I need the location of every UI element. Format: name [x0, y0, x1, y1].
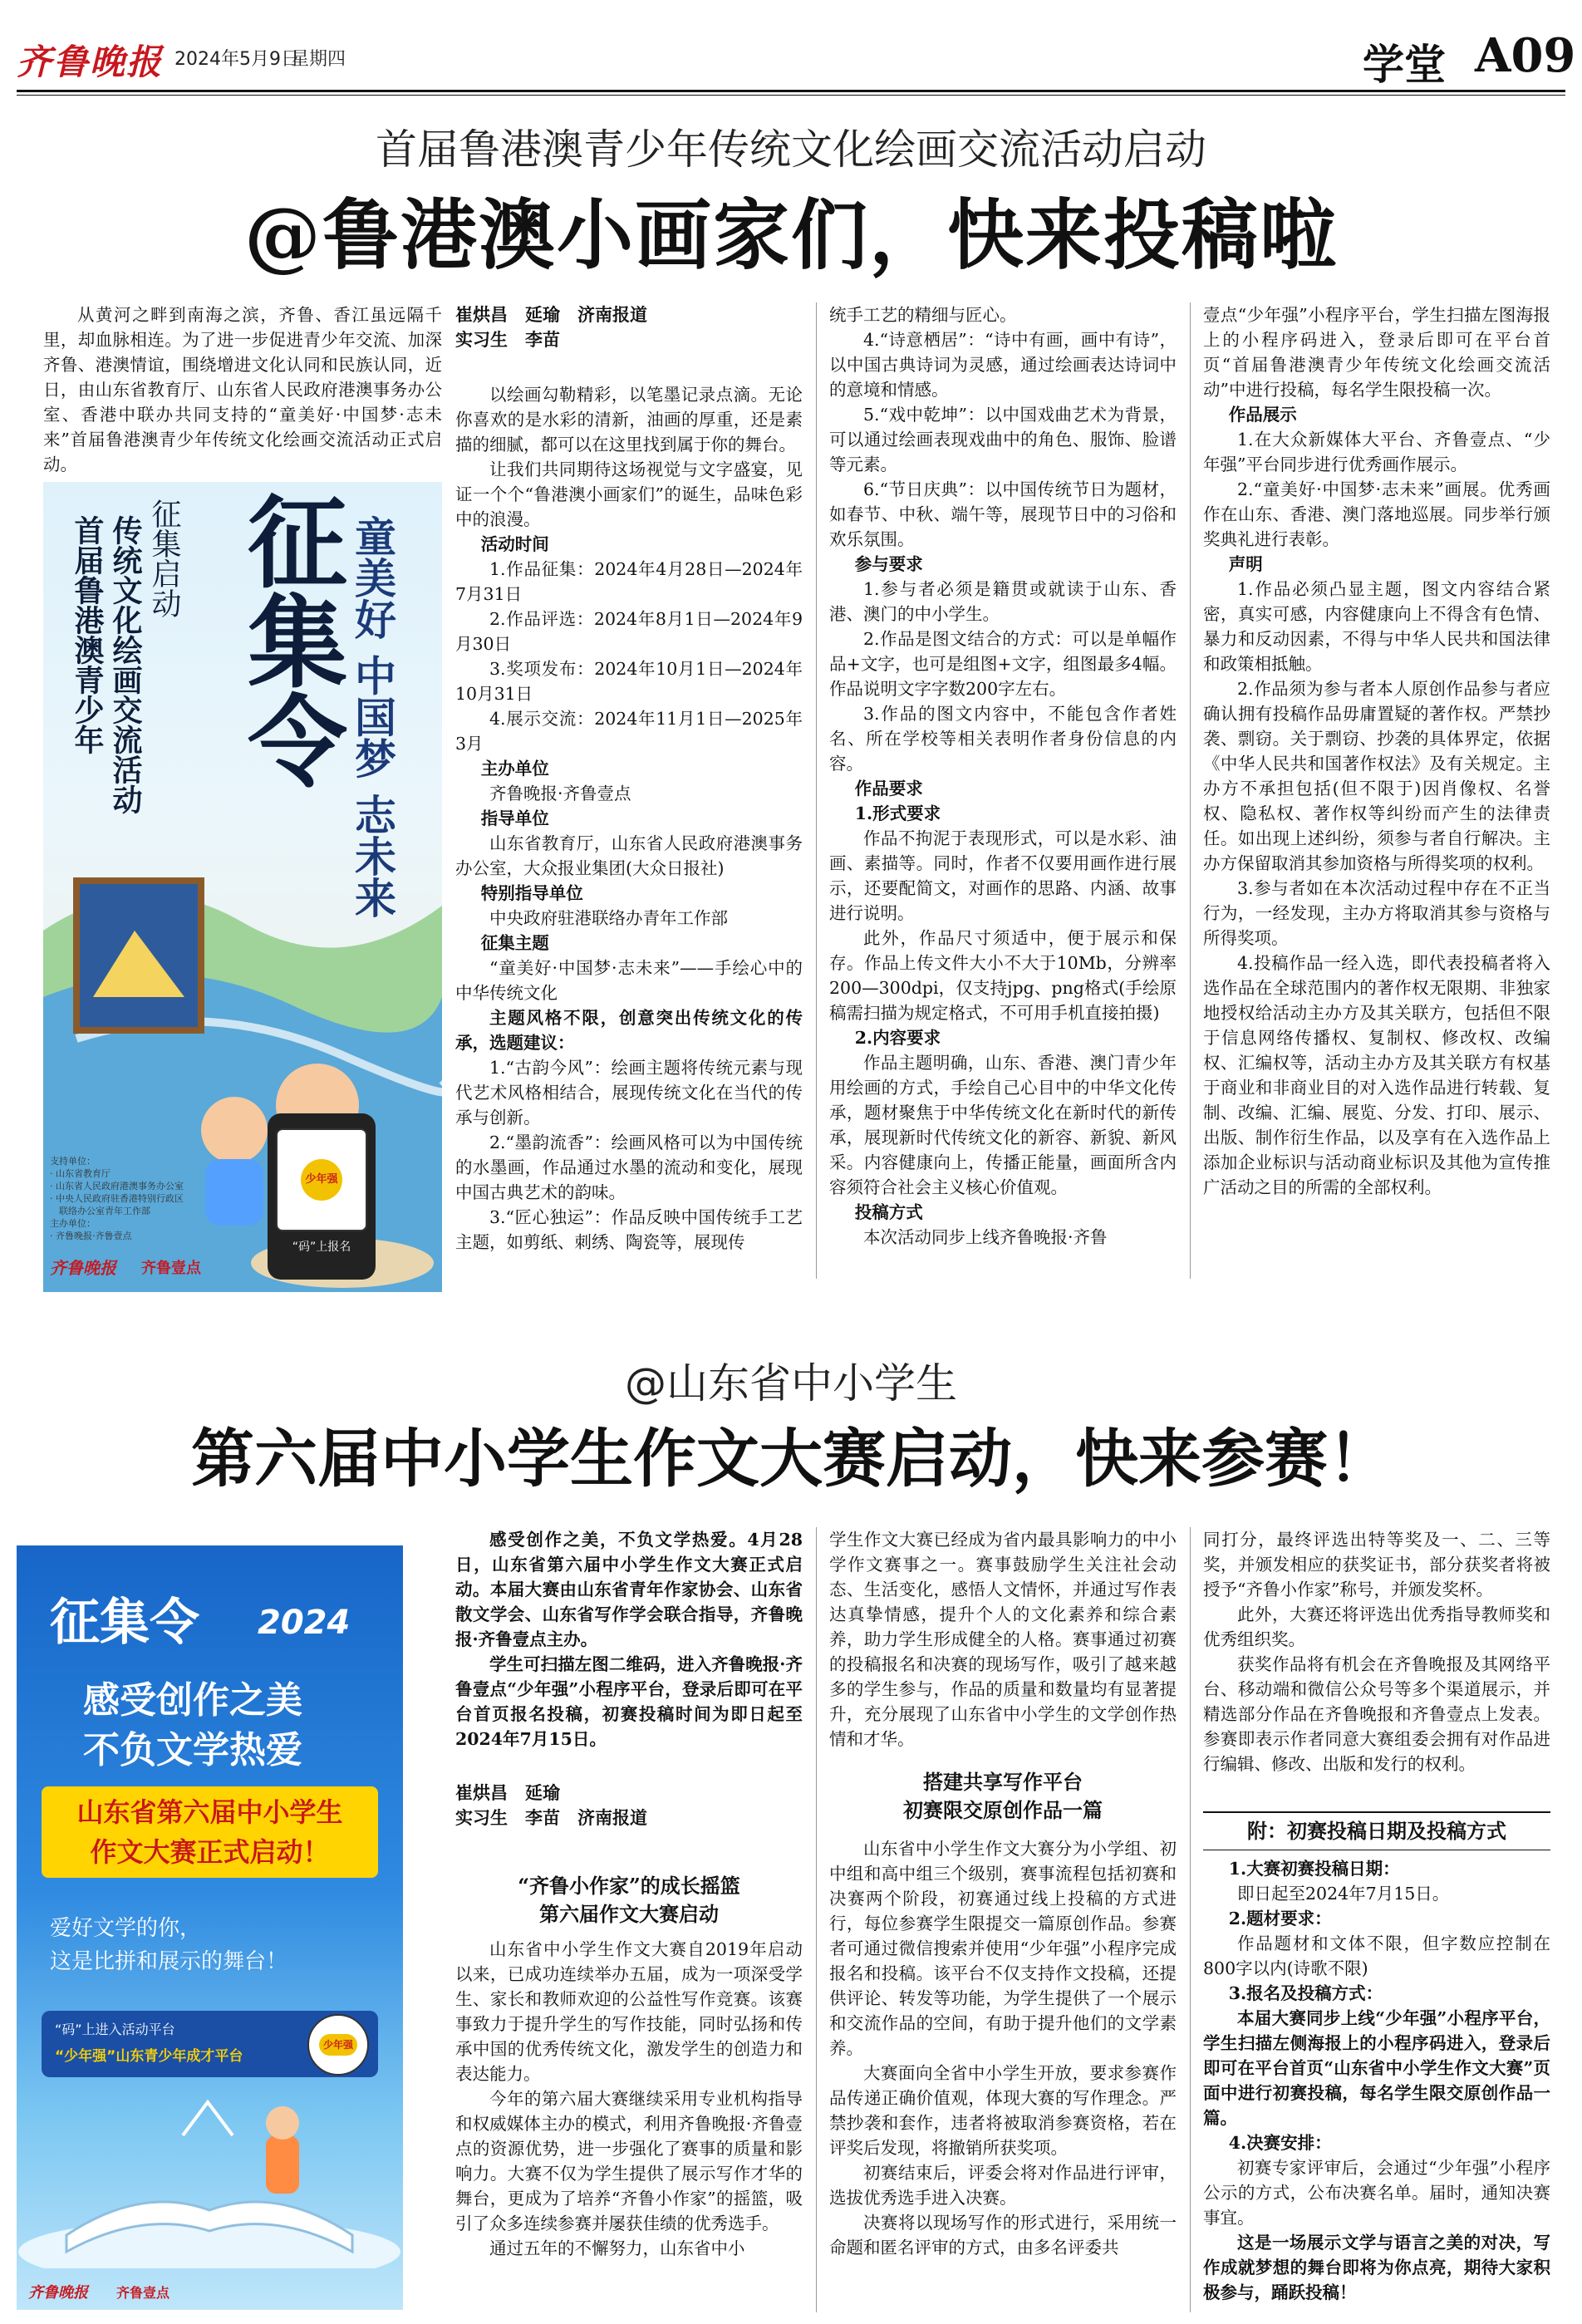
paragraph: 齐鲁晚报·齐鲁壹点	[489, 784, 631, 803]
section-heading: 声明	[1228, 554, 1263, 574]
paragraph: 这是一场展示文学与语言之美的对决，写作成就梦想的舞台即将为你点亮，期待大家积极参与，踊跃投稿！	[1203, 2233, 1550, 2302]
issue-weekday: 星期四	[291, 49, 346, 70]
paragraph: 本次活动同步上线齐鲁晚报·齐鲁	[863, 1227, 1108, 1247]
section-name: 学堂	[1363, 40, 1446, 89]
poster2-line-2: 不负文学热爱	[83, 1729, 302, 1771]
story1-column-4	[1203, 302, 1550, 1200]
story1-lead	[43, 302, 442, 477]
paragraph: 3.参与者如在本次活动过程中存在不正当行为，一经发现，主办方将取消其参与资格与所得奖项。	[1203, 878, 1550, 948]
sponsor-line: · 山东省教育厅	[50, 1168, 111, 1179]
poster2-logo-qilu-yidian: 齐鲁壹点	[116, 2285, 170, 2301]
miniprogram-qr-code[interactable]	[276, 1128, 367, 1231]
paragraph: 决赛将以现场写作的形式进行，采用统一命题和匿名评审的方式，由多名评委共	[829, 2213, 1177, 2258]
byline-line: 实习生 李苗	[455, 330, 560, 350]
story2-byline	[455, 1781, 803, 1830]
sponsor-line: 支持单位：	[50, 1156, 96, 1167]
section-heading: 3.报名及投稿方式：	[1228, 1983, 1383, 2003]
column-divider	[1190, 302, 1191, 1279]
sponsor-line: 主办单位：	[50, 1218, 96, 1229]
masthead-rule	[17, 90, 1565, 92]
section-heading: 初赛限交原创作品一篇	[903, 1798, 1103, 1822]
section-heading: 投稿方式	[854, 1202, 923, 1222]
poster1-sponsors	[50, 1155, 241, 1242]
masthead-rule-thin	[17, 95, 1565, 96]
section-heading: 1.大赛初赛投稿日期：	[1228, 1859, 1400, 1879]
paragraph: 1.作品必须凸显主题，图文内容结合紧密，真实可感，内容健康向上不得含有色情、暴力和反动因素，不得与中华人民共和国法律和政策相抵触。	[1203, 579, 1550, 674]
paragraph: 作品题材和文体不限，但字数应控制在800字以内(诗歌不限)	[1203, 1933, 1550, 1978]
paragraph: 1.作品征集：2024年4月28日—2024年7月31日	[455, 559, 803, 604]
paragraph: 4.投稿作品一经入选，即代表投稿者将入选作品在全球范围内的著作权无限期、非独家地授权给活动主办方及其关联方，包括但不限于信息网络传播权、复制权、修改权、改编权、汇编权等，活动主办方及其关联方有权基于商业和非商业目的对入选作品进行转载、复制、改编、汇编、展览、分发、打印、展示、出版、制作衍生作品，以及享有在入选作品上添加企业标识与活动商业标识及其他为宣传推广活动之目的所需的全部权利。	[1203, 953, 1550, 1197]
poster1-logo-qilu-yidian: 齐鲁壹点	[141, 1260, 201, 1277]
story2-subhead: @山东省中小学生	[625, 1359, 957, 1408]
paragraph: 主题风格不限，创意突出传统文化的传承，选题建议：	[455, 1008, 803, 1053]
section-heading: 作品展示	[1228, 405, 1297, 425]
section-heading: 2.内容要求	[854, 1028, 941, 1048]
poster2-invite-1: 爱好文学的你，	[50, 1916, 202, 1941]
paragraph: 2.“童美好·中国梦·志未来”画展。优秀画作在山东、香港、澳门落地巡展。同步举行颁奖典礼进行表彰。	[1203, 479, 1550, 549]
paragraph: 5.“戏中乾坤”：以中国戏曲艺术为背景，可以通过绘画表现戏曲中的角色、服饰、脸谱等元素。	[829, 405, 1177, 474]
byline-line: 实习生 李苗 济南报道	[455, 1808, 647, 1828]
poster2-banner	[42, 1786, 378, 1878]
story1-byline	[455, 302, 804, 352]
paragraph: “童美好·中国梦·志未来”——手绘心中的中华传统文化	[455, 958, 803, 1003]
sponsor-line: 联络办公室青年工作部	[50, 1206, 150, 1216]
story2-lead-text-2: 学生可扫描左图二维码，进入齐鲁晚报·齐鲁壹点“少年强”小程序平台，登录后即可在平台首页报名投稿，初赛投稿时间为即日起至2024年7月15日。	[455, 1654, 803, 1749]
paragraph: 1.在大众新媒体大平台、齐鲁壹点、“少年强”平台同步进行优秀画作展示。	[1203, 430, 1550, 474]
paragraph: 山东省教育厅，山东省人民政府港澳事务办公室，大众报业集团(大众日报社)	[455, 833, 803, 878]
appendix-rule	[1203, 1811, 1550, 1813]
story2-section-1	[455, 1872, 803, 2261]
section-heading: 搭建共享写作平台	[923, 1770, 1083, 1794]
paragraph: 本届大赛同步上线“少年强”小程序平台，学生扫描左侧海报上的小程序码进入，登录后即可在平台首页“山东省中小学生作文大赛”页面中进行初赛投稿，每名学生限交原创作品一篇。	[1203, 2008, 1550, 2128]
paragraph: 初赛专家评审后，会通过“少年强”小程序公示的方式，公布决赛名单。届时，通知决赛事宜。	[1203, 2158, 1550, 2228]
column-divider	[816, 302, 817, 1279]
poster2-line-1: 感受创作之美	[83, 1679, 302, 1722]
sponsor-line: · 齐鲁晚报·齐鲁壹点	[50, 1231, 132, 1241]
paragraph: 山东省中小学生作文大赛分为小学组、初中组和高中组三个级别，赛事流程包括初赛和决赛两个阶段，初赛通过线上投稿的方式进行，每位参赛学生限提交一篇原创作品。参赛者可通过微信搜索并使用“少年强”小程序完成报名和投稿。该平台不仅支持作文投稿，还提供评论、转发等功能，为学生提供了一个展示和交流作品的空间，有助于提升他们的文学素养。	[829, 1839, 1177, 2058]
story1-column-2	[455, 382, 803, 1255]
paragraph: 3.作品的图文内容中，不能包含作者姓名、所在学校等相关表明作者身份信息的内容。	[829, 704, 1177, 774]
qr-brand-badge: 少年强	[301, 1159, 342, 1201]
story1-lead-text: 从黄河之畔到南海之滨，齐鲁、香江虽远隔千里，却血脉相连。为了进一步促进青少年交流、加深齐鲁、港澳情谊，围绕增进文化认同和民族认同，近日，由山东省教育厅、山东省人民政府港澳事务办公室、香港中联办共同支持的“童美好·中国梦·志未来”首届鲁港澳青少年传统文化绘画交流活动正式启动。	[43, 305, 442, 474]
story1-headline: @鲁港澳小画家们，快来投稿啦	[243, 190, 1338, 280]
issue-date: 2024年5月9日	[174, 49, 299, 70]
sponsor-line: · 山东省人民政府港澳事务办公室	[50, 1181, 184, 1191]
poster1-line-2: 传统文化绘画交流活动	[108, 515, 143, 814]
section-heading: 4.决赛安排：	[1228, 2133, 1332, 2153]
appendix-title: 附：初赛投稿日期及投稿方式	[1247, 1820, 1506, 1843]
paragraph: 即日起至2024年7月15日。	[1237, 1884, 1450, 1904]
paragraph: 作品主题明确，山东、香港、澳门青少年用绘画的方式，手绘自己心目中的中华文化传承，题材聚焦于中华传统文化在新时代的新传承，展现新时代传统文化的新容、新貌、新风采。内容健康向上，传播正能量，画面所含内容须符合社会主义核心价值观。	[829, 1053, 1177, 1197]
poster1-line-1: 首届鲁港澳青少年	[70, 515, 105, 754]
paragraph: 2.作品是图文结合的方式：可以是单幅作品+文字，也可是组图+文字，组图最多4幅。作品说明文字字数200字左右。	[829, 629, 1177, 699]
appendix-body	[1203, 1856, 1550, 2305]
story2-headline: 第六届中小学生作文大赛启动，快来参赛！	[191, 1422, 1391, 1496]
paragraph: 此外，大赛还将评选出优秀指导教师奖和优秀组织奖。	[1203, 1604, 1550, 1649]
qr-caption: “码”上报名	[292, 1241, 351, 1254]
story2-column-4	[1203, 1527, 1550, 1776]
poster1-slogan: 童美好 中国梦 志未来	[348, 515, 397, 918]
paragraph: 中央政府驻港联络办青年工作部	[489, 908, 728, 928]
byline-line: 崔烘昌 延瑜	[455, 1783, 560, 1803]
story2-column-3	[829, 1527, 1177, 2260]
paragraph: 4.展示交流：2024年11月1日—2025年3月	[455, 709, 803, 754]
poster1-logo-qilu-evening: 齐鲁晚报	[50, 1258, 116, 1278]
column-divider	[816, 1527, 817, 2312]
poster-writing-contest	[17, 1545, 403, 2310]
section-heading: 征集主题	[480, 933, 549, 953]
section-heading: 2.题材要求：	[1228, 1909, 1332, 1928]
paragraph: 此外，作品尺寸须适中，便于展示和保存。作品上传文件大小不大于10Mb，分辨率200—300dpi，仅支持jpg、png格式(手绘原稿需扫描为规定格式，不可用手机直接拍摄)	[829, 928, 1177, 1023]
miniprogram-qr-code[interactable]	[307, 2014, 369, 2076]
paragraph: 初赛结束后，评委会将对作品进行评审，选拔优秀选手进入决赛。	[829, 2163, 1177, 2208]
paragraph: 3.“匠心独运”：作品反映中国传统手工艺主题，如剪纸、刺绣、陶瓷等，展现传	[455, 1207, 803, 1252]
section-heading: 第六届作文大赛启动	[539, 1902, 719, 1926]
section-heading: 特别指导单位	[480, 883, 583, 903]
poster2-year: 2024	[258, 1604, 351, 1642]
section-heading: 1.形式要求	[854, 803, 941, 823]
poster2-platform-1: “码”上进入活动平台	[55, 2022, 175, 2037]
paragraph: 学生作文大赛已经成为省内最具影响力的中小学作文赛事之一。赛事鼓励学生关注社会动态、生活变化，感悟人文情怀，并通过写作表达真挚情感，提升个人的文化素养和综合素养，助力学生形成健全的人格。赛事通过初赛的投稿报名和决赛的现场写作，吸引了越来越多的学生参与，作品的质量和数量均有显著提升，充分展现了山东省中小学生的文学创作热情和才华。	[829, 1530, 1177, 1749]
story2-lead	[455, 1527, 803, 1752]
paragraph: 2.“墨韵流香”：绘画风格可以为中国传统的水墨画，作品通过水墨的流动和变化，展现中国古典艺术的韵味。	[455, 1133, 803, 1202]
poster2-book-illustration	[17, 2086, 403, 2268]
paragraph: 同打分，最终评选出特等奖及一、二、三等奖，并颁发相应的获奖证书，部分获奖者将被授予“齐鲁小作家”称号，并颁发奖杯。	[1203, 1530, 1550, 1599]
paragraph: 统手工艺的精细与匠心。	[829, 305, 1017, 325]
section-heading: “齐鲁小作家”的成长摇篮	[518, 1874, 740, 1898]
story1-subhead: 首届鲁港澳青少年传统文化绘画交流活动启动	[376, 125, 1206, 174]
newspaper-logo: 齐鲁晚报	[17, 42, 164, 82]
paragraph: 6.“节日庆典”：以中国传统节日为题材，如春节、中秋、端午等，展现节日中的习俗和欢乐氛围。	[829, 479, 1177, 549]
paragraph: 通过五年的不懈努力，山东省中小	[489, 2238, 745, 2258]
qr-brand-badge: 少年强	[319, 2034, 357, 2056]
paragraph: 山东省中小学生作文大赛自2019年启动以来，已成功连续举办五届，成为一项深受学生、家长和教师欢迎的公益性写作竞赛。该赛事致力于提升学生的写作技能，同时弘扬和传承中国的优秀传统文化，激发学生的创造力和表达能力。	[455, 1939, 803, 2084]
poster2-invite-2: 这是比拼和展示的舞台！	[50, 1949, 288, 1974]
paragraph: 1.“古韵今风”：绘画主题将传统元素与现代艺术风格相结合，展现传统文化在当代的传承与创新。	[455, 1058, 803, 1128]
paragraph: 今年的第六届大赛继续采用专业机构指导和权威媒体主办的模式，利用齐鲁晚报·齐鲁壹点的资源优势，进一步强化了赛事的质量和影响力。大赛不仅为学生提供了展示写作才华的舞台，更成为了培养“齐鲁小作家”的摇篮，吸引了众多连续参赛并屡获佳绩的优秀选手。	[455, 2089, 803, 2233]
section-heading: 作品要求	[854, 779, 923, 798]
poster2-platform-box	[42, 2011, 378, 2077]
paragraph: 大赛面向全省中小学生开放，要求参赛作品传递正确价值观，体现大赛的写作理念。严禁抄袭和套作，违者将被取消参赛资格，若在评奖后发现，将撤销所获奖项。	[829, 2063, 1177, 2158]
poster2-banner-line-2: 作文大赛正式启动！	[90, 1836, 330, 1868]
paragraph: 作品不拘泥于表现形式，可以是水彩、油画、素描等。同时，作者不仅要用画作进行展示，还要配简文，对画作的思路、内涵、故事进行说明。	[829, 828, 1177, 923]
page-number: A09	[1475, 28, 1576, 83]
paragraph: 让我们共同期待这场视觉与文字盛宴，见证一个个“鲁港澳小画家们”的诞生，品味色彩中的浪漫。	[455, 459, 803, 529]
poster1-line-3: 征集启动	[147, 499, 181, 618]
section-heading: 主办单位	[480, 759, 549, 779]
section-heading: 参与要求	[854, 554, 923, 574]
section-heading: 活动时间	[480, 534, 549, 554]
section-heading: 指导单位	[480, 808, 549, 828]
poster1-title: 征集令	[231, 490, 348, 789]
poster2-logo-qilu-evening: 齐鲁晚报	[28, 2284, 88, 2302]
paragraph: 获奖作品将有机会在齐鲁晚报及其网络平台、移动端和微信公众号等多个渠道展示，并精选部分作品在齐鲁晚报和齐鲁壹点上发表。参赛即表示作者同意大赛组委会拥有对作品进行编辑、修改、出版和发行的权利。	[1203, 1654, 1550, 1774]
phone-illustration	[268, 1113, 376, 1280]
paragraph: 以绘画勾勒精彩，以笔墨记录点滴。无论你喜欢的是水彩的清新，油画的厚重，还是素描的细腻，都可以在这里找到属于你的舞台。	[455, 385, 803, 454]
poster2-platform-2: “少年强”山东青少年成才平台	[55, 2048, 243, 2065]
paragraph: 1.参与者必须是籍贯或就读于山东、香港、澳门的中小学生。	[829, 579, 1177, 624]
poster-painting-contest	[43, 482, 442, 1292]
column-divider	[1190, 1527, 1191, 2312]
paragraph: 4.“诗意栖居”：“诗中有画，画中有诗”，以中国古典诗词为灵感，通过绘画表达诗词中的意境和情感。	[829, 330, 1177, 400]
paragraph: 2.作品评选：2024年8月1日—2024年9月30日	[455, 609, 803, 654]
paragraph: 壹点“少年强”小程序平台，学生扫描左图海报上的小程序码进入，登录后即可在平台首页“首届鲁港澳青少年传统文化绘画交流活动”中进行投稿，每名学生限投稿一次。	[1203, 305, 1550, 400]
masthead	[0, 0, 1582, 100]
story2-lead-text: 感受创作之美，不负文学热爱。4月28日，山东省第六届中小学生作文大赛正式启动。本届大赛由山东省青年作家协会、山东省散文学会、山东省写作学会联合指导，齐鲁晚报·齐鲁壹点主办。	[455, 1530, 803, 1649]
paragraph: 3.奖项发布：2024年10月1日—2024年10月31日	[455, 659, 803, 704]
story1-column-3	[829, 302, 1177, 1250]
byline-line: 崔烘昌 延瑜 济南报道	[455, 305, 647, 325]
paragraph: 2.作品须为参与者本人原创作品参与者应确认拥有投稿作品毋庸置疑的著作权。严禁抄袭、剽窃。关于剽窃、抄袭的具体界定，依据《中华人民共和国著作权法》及有关规定。主办方不承担包括(但不限于)因肖像权、名誉权、隐私权、著作权等纠纷而产生的法律责任。如出现上述纠纷，须参与者自行解决。主办方保留取消其参加资格与所得奖项的权利。	[1203, 679, 1550, 873]
poster2-tag: 征集令	[50, 1594, 199, 1652]
poster2-banner-line-1: 山东省第六届中小学生	[76, 1796, 343, 1828]
sponsor-line: · 中央人民政府驻香港特别行政区	[50, 1193, 184, 1204]
